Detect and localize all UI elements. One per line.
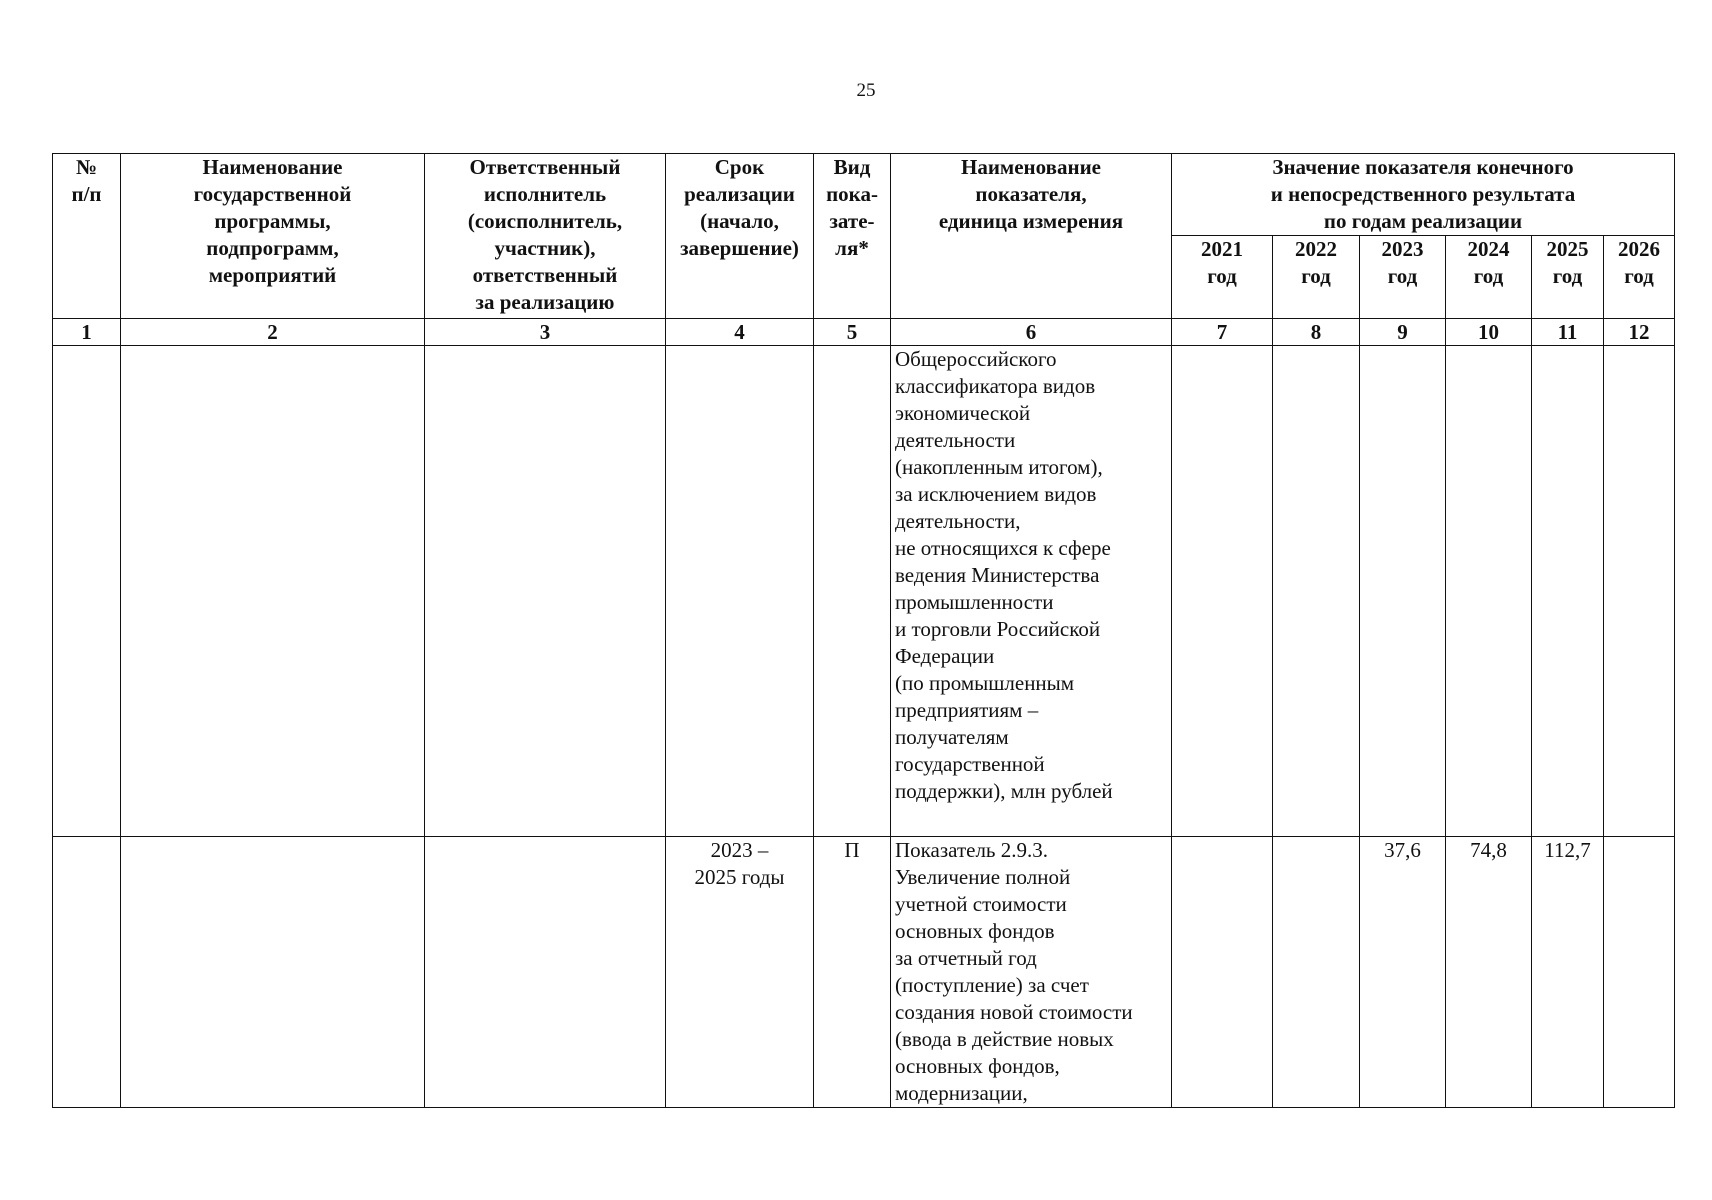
program-cell — [121, 837, 425, 1108]
column-number: 8 — [1273, 319, 1360, 346]
value-2026-cell — [1604, 346, 1675, 837]
value-2023-cell — [1360, 346, 1446, 837]
column-number: 11 — [1532, 319, 1604, 346]
table-row — [53, 346, 1675, 837]
column-number: 12 — [1604, 319, 1675, 346]
column-number: 7 — [1172, 319, 1273, 346]
period-cell: 2023 – 2025 годы — [666, 837, 814, 1108]
column-number: 2 — [121, 319, 425, 346]
header-period: Срок реализации (начало, завершение) — [666, 154, 814, 319]
value-2024-cell — [1446, 346, 1532, 837]
row-number-cell — [53, 346, 121, 837]
table-row — [53, 837, 1675, 1108]
header-indicator-kind: Вид пока- зате- ля* — [814, 154, 891, 319]
indicator-name-cell: Общероссийского классификатора видов экономической деятельности (накопленным итогом), за исключением видов деятельности, не относящихся к сфере ведения Министерства промышленности и торговли Российской Федерации (по промышленным предприятиям – получателям государственной поддержки), млн рублей — [891, 346, 1172, 837]
column-number: 3 — [425, 319, 666, 346]
header-year-2024: 2024 год — [1446, 236, 1532, 319]
header-year-2025: 2025 год — [1532, 236, 1604, 319]
column-number: 1 — [53, 319, 121, 346]
header-year-2022: 2022 год — [1273, 236, 1360, 319]
value-2021-cell — [1172, 837, 1273, 1108]
executor-cell — [425, 346, 666, 837]
page-number: 25 — [856, 80, 876, 101]
header-year-2023: 2023 год — [1360, 236, 1446, 319]
row-number-cell — [53, 837, 121, 1108]
header-program: Наименование государственной программы, подпрограмм, мероприятий — [121, 154, 425, 319]
indicator-name-cell: Показатель 2.9.3. Увеличение полной учетной стоимости основных фондов за отчетный год (поступление) за счет создания новой стоимости (ввода в действие новых основных фондов, модернизации, — [891, 837, 1172, 1108]
header-number: № п/п — [53, 154, 121, 319]
indicator-kind-cell: П — [814, 837, 891, 1108]
column-numbers-row — [53, 319, 1675, 346]
value-2026-cell — [1604, 837, 1675, 1108]
header-row — [53, 154, 1675, 236]
header-year-2026: 2026 год — [1604, 236, 1675, 319]
value-2025-cell — [1532, 346, 1604, 837]
program-indicators-table — [52, 153, 1675, 1108]
value-2024-cell: 74,8 — [1446, 837, 1532, 1108]
value-2021-cell — [1172, 346, 1273, 837]
program-cell — [121, 346, 425, 837]
header-indicator-name: Наименование показателя, единица измерения — [891, 154, 1172, 319]
column-number: 5 — [814, 319, 891, 346]
header-values-group: Значение показателя конечного и непосредственного результата по годам реализации — [1172, 154, 1675, 236]
indicator-kind-cell — [814, 346, 891, 837]
column-number: 6 — [891, 319, 1172, 346]
value-2025-cell: 112,7 — [1532, 837, 1604, 1108]
header-executor: Ответственный исполнитель (соисполнитель, участник), ответственный за реализацию — [425, 154, 666, 319]
period-cell — [666, 346, 814, 837]
column-number: 4 — [666, 319, 814, 346]
value-2022-cell — [1273, 346, 1360, 837]
column-number: 10 — [1446, 319, 1532, 346]
executor-cell — [425, 837, 666, 1108]
value-2022-cell — [1273, 837, 1360, 1108]
value-2023-cell: 37,6 — [1360, 837, 1446, 1108]
column-number: 9 — [1360, 319, 1446, 346]
header-year-2021: 2021 год — [1172, 236, 1273, 319]
